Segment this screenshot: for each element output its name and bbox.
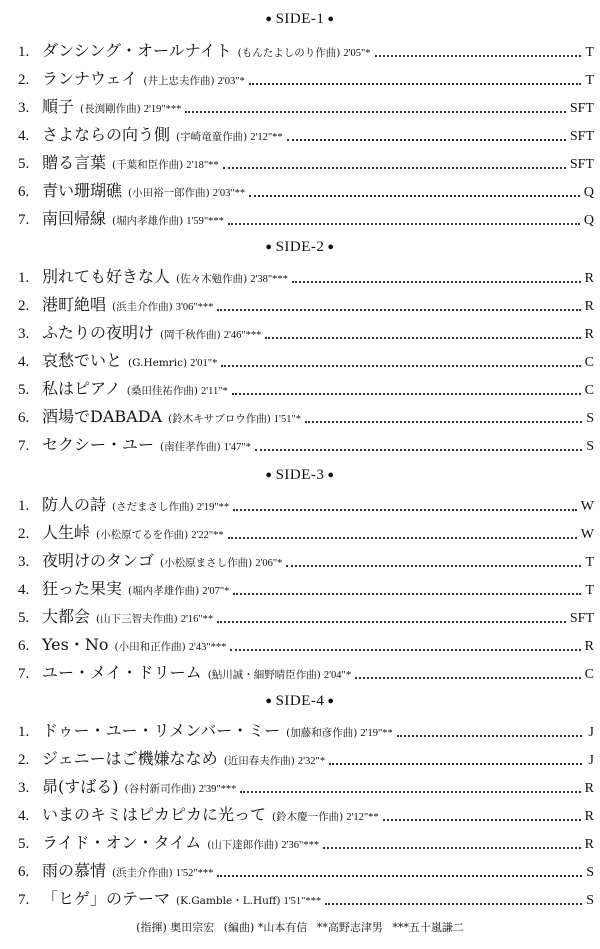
track-number: 2. [18,298,30,314]
track-number: 6. [18,184,30,200]
dot-leader [287,138,566,141]
track-code: J [588,753,594,768]
dot-leader [249,82,582,85]
track-code: S [586,893,594,908]
track-title: 狂った果実 [42,579,123,598]
track-row [18,320,594,346]
dot-leader [223,166,566,169]
track-duration: 1'51"*** [283,896,322,907]
track-row [18,206,594,232]
dot-leader [228,222,580,225]
track-duration: 2'03"** [212,188,246,199]
track-number: 1. [18,498,30,514]
track-duration: 2'19"*** [143,104,182,115]
track-row [18,632,594,658]
track-composer: (さだまさし作曲) [112,501,194,513]
track-duration: 1'51"* [273,414,301,425]
track-composer: (山下達郎作曲) [207,839,279,851]
track-code: R [584,781,594,796]
track-number: 1. [18,724,30,740]
track-row [18,492,594,518]
side-3-header [0,467,600,484]
track-title: 大都会 [42,607,91,626]
track-title: 哀愁でいと [42,351,123,370]
track-duration: 2'11"* [200,386,228,397]
side-2-header [0,239,600,256]
track-code: W [580,499,594,514]
track-number: 7. [18,438,30,454]
track-composer: (千葉和臣作曲) [112,159,184,171]
side-label: SIDE-3 [275,467,325,483]
dot-leader [355,676,581,679]
dot-leader [265,336,580,339]
track-duration: 2'12"** [250,132,283,143]
track-row [18,520,594,546]
track-composer: (小田和正作曲) [114,641,186,653]
track-code: T [585,583,594,598]
track-code: R [584,837,594,852]
credits-footer [0,919,600,935]
bullet-icon: ● [327,469,335,481]
dot-leader [233,592,581,595]
track-title: 酒場でDABADA [42,407,163,426]
track-row [18,376,594,402]
track-title: ライド・オン・タイム [42,833,202,852]
track-title: ジェニーはご機嫌ななめ [42,749,218,768]
track-code: Q [583,185,594,200]
dot-leader [325,902,582,905]
track-row [18,292,594,318]
track-duration: 2'06"* [255,558,283,569]
track-composer: (桑田佳祐作曲) [126,385,198,397]
bullet-icon: ● [265,13,273,25]
track-code: SFT [569,101,594,116]
track-code: C [584,383,594,398]
track-number: 1. [18,44,30,60]
track-composer: (浜圭介作曲) [112,301,173,313]
bullet-icon: ● [265,469,273,481]
track-code: C [584,355,594,370]
dot-leader [305,420,582,423]
track-row [18,774,594,800]
track-duration: 2'01"* [190,358,218,369]
bullet-icon: ● [327,241,335,253]
dot-leader [329,762,582,765]
track-duration: 2'43"*** [188,642,227,653]
track-number: 5. [18,156,30,172]
track-row [18,604,594,630]
track-row [18,94,594,120]
track-code: C [584,667,594,682]
track-number: 4. [18,582,30,598]
arranger-credit: ***五十嵐謙二 [392,921,464,934]
track-row [18,746,594,772]
dot-leader [383,818,581,821]
dot-leader [292,280,581,283]
track-code: S [586,411,594,426]
track-code: T [585,73,594,88]
track-code: SFT [569,611,594,626]
arranger-credit: **高野志津男 [316,921,383,934]
dot-leader [233,508,577,511]
track-code: R [584,271,594,286]
side-label: SIDE-2 [275,239,325,255]
track-number: 6. [18,410,30,426]
track-title: ユー・メイ・ドリーム [42,663,202,682]
track-code: R [584,299,594,314]
track-title: さよならの向う側 [42,125,171,144]
track-composer: (もんたよしのり作曲) [237,47,341,59]
track-number: 4. [18,354,30,370]
conductor-credit: (指揮) 奥田宗宏 [136,921,215,934]
track-row [18,576,594,602]
track-duration: 2'22"** [191,530,224,541]
track-number: 7. [18,666,30,682]
dot-leader [217,308,580,311]
track-row [18,264,594,290]
arranger-credit: (編曲) *山本有信 [223,921,308,934]
side-1-header [0,11,600,28]
track-title: 港町絶唱 [42,295,107,314]
track-number: 2. [18,752,30,768]
track-row [18,66,594,92]
track-code: Q [583,213,594,228]
track-title: セクシー・ユー [42,435,155,454]
track-duration: 2'39"*** [198,784,237,795]
track-title: 夜明けのタンゴ [42,551,155,570]
track-number: 2. [18,526,30,542]
bullet-icon: ● [327,13,335,25]
track-composer: (小松原まさし作曲) [160,557,253,569]
track-composer: (小田裕一郎作曲) [128,187,210,199]
track-title: 順子 [42,97,75,116]
track-code: W [580,527,594,542]
dot-leader [286,564,581,567]
track-code: R [584,639,594,654]
track-code: S [586,439,594,454]
track-composer: (岡千秋作曲) [160,329,221,341]
track-duration: 2'32"* [297,756,326,767]
track-number: 3. [18,780,30,796]
track-composer: (小松原てるを作曲) [96,529,189,541]
track-code: R [584,809,594,824]
track-composer: (南佳孝作曲) [160,441,221,453]
track-composer: (山下三智夫作曲) [96,613,178,625]
track-code: S [586,865,594,880]
track-title: 南回帰線 [42,209,107,228]
track-number: 4. [18,128,30,144]
track-title: 私はピアノ [42,379,121,398]
track-composer: (堀内孝雄作曲) [112,215,184,227]
track-composer: (G.Hemric) [128,357,188,369]
track-duration: 2'19"** [196,502,230,513]
track-row [18,660,594,686]
dot-leader [217,620,566,623]
track-title: ダンシング・オールナイト [42,41,232,60]
track-composer: (鈴木キサブロウ作曲) [168,413,271,425]
track-row [18,38,594,64]
track-duration: 2'05"* [343,48,371,59]
dot-leader [230,648,580,651]
track-title: 昴(すばる) [42,777,119,796]
dot-leader [375,54,582,57]
track-number: 3. [18,100,30,116]
track-duration: 2'38"*** [250,274,288,285]
track-title: 青い珊瑚礁 [42,181,123,200]
track-title: 別れても好きな人 [42,267,171,286]
track-code: J [588,725,594,740]
track-code: T [585,45,594,60]
dot-leader [217,874,582,877]
track-row [18,548,594,574]
track-row [18,150,594,176]
track-row [18,886,594,912]
track-composer: (浜圭介作曲) [112,867,173,879]
track-code: R [584,327,594,342]
track-title: ランナウェイ [42,69,138,88]
track-row [18,858,594,884]
track-code: SFT [569,129,594,144]
track-number: 7. [18,892,30,908]
track-row [18,830,594,856]
track-number: 3. [18,554,30,570]
track-duration: 2'19"** [360,728,393,739]
track-title: 人生峠 [42,523,91,542]
track-duration: 2'07"* [202,586,230,597]
track-composer: (宇崎竜童作曲) [176,131,248,143]
dot-leader [249,194,580,197]
track-duration: 2'46"*** [223,330,262,341]
track-composer: (長渕剛作曲) [80,103,141,115]
track-title: ドゥー・ユー・リメンバー・ミー [42,721,281,740]
track-code: T [585,555,594,570]
track-composer: (佐々木勉作曲) [176,273,248,285]
dot-leader [240,790,580,793]
track-duration: 2'12"** [346,812,379,823]
track-number: 2. [18,72,30,88]
dot-leader [228,536,577,539]
track-row [18,122,594,148]
track-number: 3. [18,326,30,342]
track-row [18,178,594,204]
track-title: 「ヒゲ」のテーマ [42,889,171,908]
bullet-icon: ● [265,695,273,707]
bullet-icon: ● [265,241,273,253]
dot-leader [185,110,565,113]
track-number: 5. [18,382,30,398]
track-composer: (加藤和彦作曲) [286,727,358,739]
bullet-icon: ● [327,695,335,707]
track-row [18,432,594,458]
track-duration: 1'59"*** [186,216,224,227]
track-duration: 2'04"* [323,670,352,681]
track-composer: (井上忠夫作曲) [143,75,215,87]
dot-leader [255,448,582,451]
dot-leader [232,392,581,395]
track-composer: (鈴木慶一作曲) [272,811,344,823]
track-composer: (近田春夫作曲) [223,755,295,767]
track-duration: 2'18"** [186,160,219,171]
dot-leader [397,734,582,737]
track-number: 6. [18,638,30,654]
track-duration: 2'16"** [180,614,214,625]
track-row [18,404,594,430]
track-number: 5. [18,836,30,852]
side-label: SIDE-1 [275,11,325,27]
track-number: 1. [18,270,30,286]
track-number: 5. [18,610,30,626]
dot-leader [221,364,580,367]
track-composer: (K.Gamble・L.Huff) [176,895,281,907]
track-composer: (堀内孝雄作曲) [128,585,200,597]
track-title: 雨の慕情 [42,861,107,880]
track-title: 防人の詩 [42,495,107,514]
track-composer: (鮎川誠・細野晴臣作曲) [207,669,321,681]
track-title: ふたりの夜明け [42,323,155,342]
track-duration: 2'36"*** [281,840,320,851]
side-label: SIDE-4 [275,693,325,709]
track-row [18,348,594,374]
side-4-header [0,693,600,710]
track-row [18,802,594,828]
track-composer: (谷村新司作曲) [124,783,196,795]
dot-leader [323,846,581,849]
track-title: Yes・No [42,635,109,654]
track-duration: 3'06"*** [175,302,214,313]
track-row [18,718,594,744]
track-code: SFT [569,157,594,172]
track-duration: 2'03"* [217,76,245,87]
track-number: 4. [18,808,30,824]
track-title: いまのキミはピカピカに光って [42,805,267,824]
track-duration: 1'47"* [223,442,251,453]
track-number: 6. [18,864,30,880]
track-duration: 1'52"*** [175,868,214,879]
track-title: 贈る言葉 [42,153,107,172]
track-number: 7. [18,212,30,228]
